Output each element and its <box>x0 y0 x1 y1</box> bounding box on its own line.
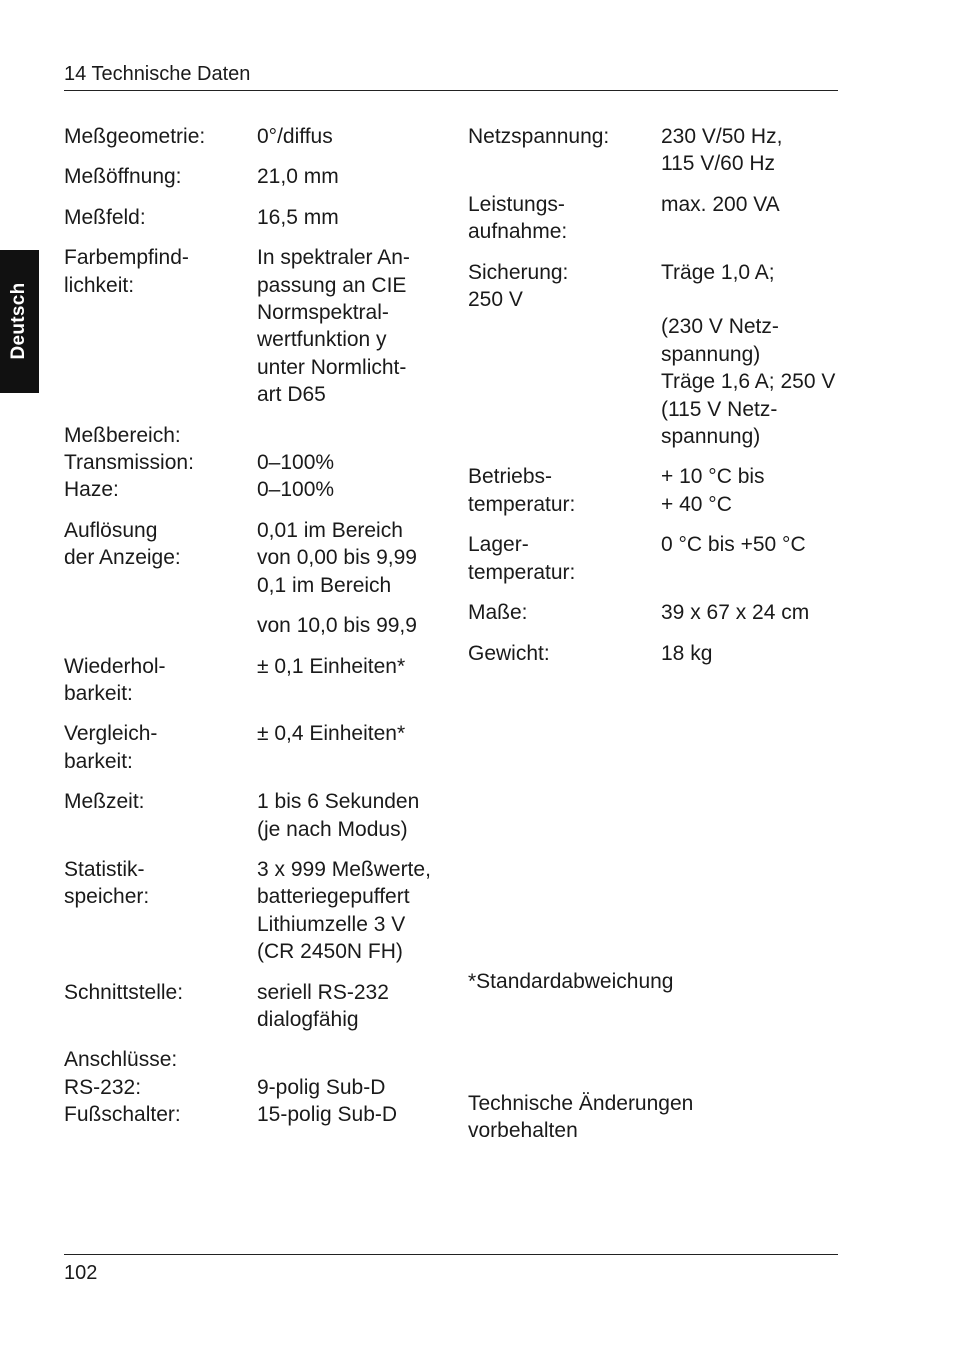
spec-label: Gewicht: <box>468 641 550 665</box>
spec-value: 0,01 im Bereich von 0,00 bis 9,99 0,1 im Bereich <box>257 518 417 597</box>
spec-value: ± 0,4 Einheiten* <box>257 722 406 746</box>
spec-value: + 10 °C bis + 40 °C <box>661 465 765 516</box>
spec-label <box>64 612 257 639</box>
spec-row <box>64 979 464 1034</box>
spec-value: 16,5 mm <box>257 205 339 229</box>
spec-label: Meßbereich: Transmission: Haze: <box>64 423 194 502</box>
spec-row <box>64 1046 464 1128</box>
spec-value: In spektraler An- passung an CIE Normspektral- wertfunktion y unter Normlicht- art D65 <box>257 246 410 407</box>
spec-row <box>64 653 464 708</box>
spec-label: Netzspannung: <box>468 125 610 148</box>
spec-label: Meßöffnung: <box>64 165 182 189</box>
spec-label: Anschlüsse: RS-232: Fußschalter: <box>64 1048 181 1127</box>
spec-row <box>64 163 464 190</box>
spec-label: Wiederhol- barkeit: <box>64 654 166 705</box>
spec-row <box>468 259 868 451</box>
technical-changes-note: Technische Änderungen vorbehalten <box>468 1092 694 1143</box>
spec-row <box>64 244 464 408</box>
spec-column-right <box>468 123 868 680</box>
language-tab-label: Deutsch <box>8 282 29 360</box>
page-header <box>64 60 838 91</box>
page-number: 102 <box>64 1262 98 1284</box>
spec-value: 9-polig Sub-D 15-polig Sub-D <box>257 1075 398 1127</box>
spec-label: Meßfeld: <box>64 205 146 229</box>
spec-value: 39 x 67 x 24 cm <box>661 601 810 625</box>
spec-row <box>64 856 464 966</box>
spec-label: Farbempfind- lichkeit: <box>64 246 189 297</box>
spec-row <box>468 640 868 667</box>
spec-row <box>468 191 868 246</box>
spec-row <box>64 788 464 843</box>
spec-value: von 10,0 bis 99,9 <box>257 614 417 638</box>
spec-column-left <box>64 123 464 1142</box>
spec-label: Meßzeit: <box>64 790 145 814</box>
spec-value: seriell RS-232 dialogfähig <box>257 980 389 1031</box>
spec-value: 0°/diffus <box>257 125 333 148</box>
section-title: 14 Technische Daten <box>64 63 251 85</box>
spec-value: 0–100% 0–100% <box>257 451 335 502</box>
page-footer <box>64 1254 838 1284</box>
spec-value: 21,0 mm <box>257 165 339 189</box>
spec-value: Träge 1,0 A; (230 V Netz- spannung) Träge 1,6 A; 250 V (115 V Netz- spannung) <box>661 260 836 449</box>
spec-value: ± 0,1 Einheiten* <box>257 654 406 678</box>
spec-value: 1 bis 6 Sekunden (je nach Modus) <box>257 790 420 841</box>
spec-row <box>64 123 464 150</box>
spec-row <box>64 517 464 599</box>
spec-row <box>468 599 868 626</box>
spec-row <box>64 612 464 639</box>
spec-row <box>468 463 868 518</box>
spec-row <box>468 531 868 586</box>
spec-label: Sicherung: 250 V <box>468 260 569 312</box>
spec-label: Lager- temperatur: <box>468 533 576 584</box>
spec-label: Statistik- speicher: <box>64 857 150 909</box>
spec-row <box>64 204 464 231</box>
spec-label: Schnittstelle: <box>64 980 184 1004</box>
spec-value: 3 x 999 Meßwerte, batteriegepuffert Lithiumzelle 3 V (CR 2450N FH) <box>257 857 431 964</box>
spec-label: Maße: <box>468 601 528 625</box>
spec-label: Auflösung der Anzeige: <box>64 518 181 570</box>
spec-label: Vergleich- barkeit: <box>64 722 158 773</box>
spec-label: Meßgeometrie: <box>64 125 206 148</box>
spec-value: max. 200 VA <box>661 192 780 216</box>
standard-deviation-note: *Standardabweichung <box>468 970 674 993</box>
language-tab <box>0 250 39 393</box>
spec-value: 230 V/50 Hz, 115 V/60 Hz <box>661 125 783 176</box>
spec-value: 18 kg <box>661 641 713 665</box>
spec-row <box>64 422 464 504</box>
spec-value: 0 °C bis +50 °C <box>661 533 806 557</box>
spec-row <box>64 720 464 775</box>
spec-row <box>468 123 868 178</box>
spec-label: Betriebs- temperatur: <box>468 465 576 516</box>
spec-label: Leistungs- aufnahme: <box>468 192 568 244</box>
